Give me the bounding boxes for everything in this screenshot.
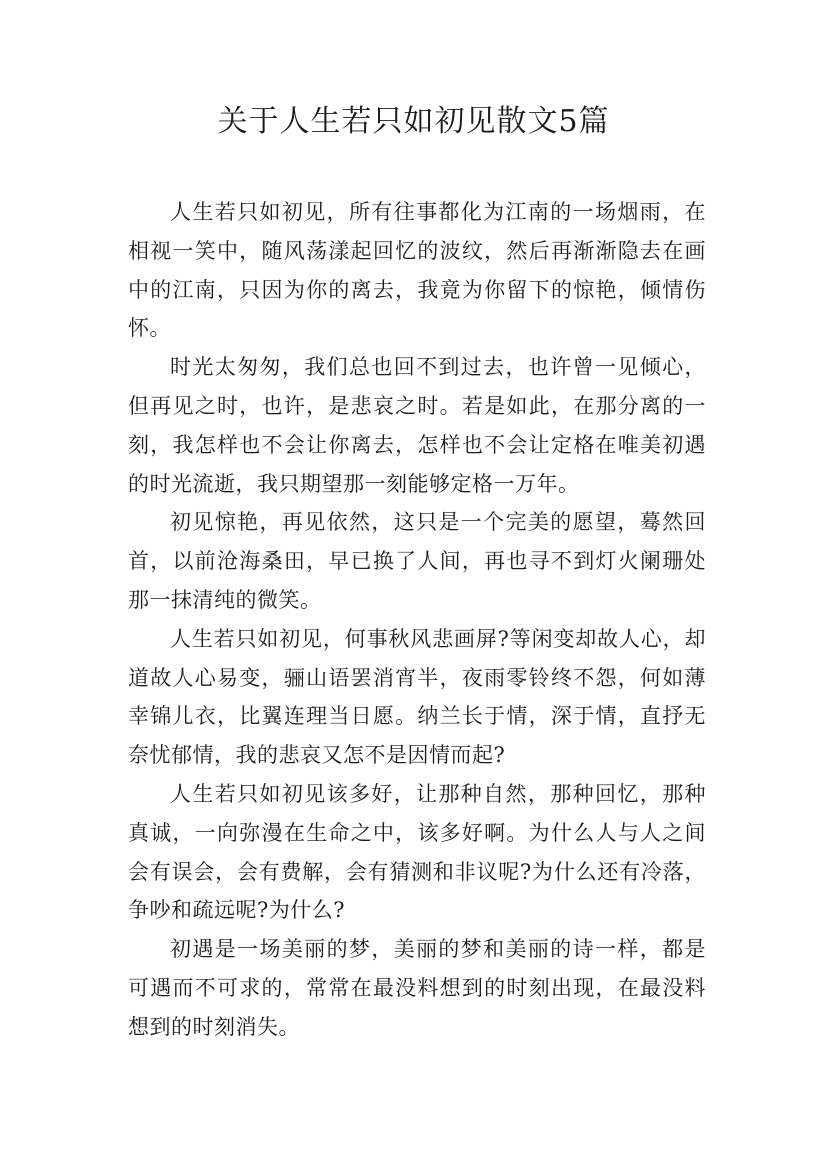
paragraph-2: 时光太匆匆，我们总也回不到过去，也许曾一见倾心，但再见之时，也许，是悲哀之时。若是如此，在那分离的一刻，我怎样也不会让你离去，怎样也不会让定格在唯美初遇的时光流逝，我只期望那一刻能够定格一万年。 bbox=[128, 355, 706, 496]
paragraph-6: 初遇是一场美丽的梦，美丽的梦和美丽的诗一样，都是可遇而不可求的，常常在最没料想到的时刻出现，在最没料想到的时刻消失。 bbox=[128, 937, 706, 1039]
paragraph-5: 人生若只如初见该多好，让那种自然，那种回忆，那种真诚，一向弥漫在生命之中，该多好啊。为什么人与人之间会有误会，会有费解，会有猜测和非议呢?为什么还有冷落，争吵和疏远呢?为什么? bbox=[128, 781, 706, 923]
paragraph-3: 初见惊艳，再见依然，这只是一个完美的愿望，蓦然回首，以前沧海桑田，早已换了人间，再也寻不到灯火阑珊处那一抹清纯的微笑。 bbox=[128, 510, 706, 612]
paragraph-4: 人生若只如初见，何事秋风悲画屏?等闲变却故人心，却道故人心易变，骊山语罢消宵半，夜雨零铃终不怨，何如薄幸锦儿衣，比翼连理当日愿。纳兰长于情，深于情，直抒无奈忧郁情，我的悲哀又怎不是因情而起? bbox=[128, 626, 706, 768]
paragraph-1: 人生若只如初见，所有往事都化为江南的一场烟雨，在相视一笑中，随风荡漾起回忆的波纹，然后再渐渐隐去在画中的江南，只因为你的离去，我竟为你留下的惊艳，倾情伤怀。 bbox=[128, 200, 706, 341]
document-body bbox=[128, 193, 706, 1047]
document-title: 关于人生若只如初见散文5篇 bbox=[217, 104, 610, 139]
